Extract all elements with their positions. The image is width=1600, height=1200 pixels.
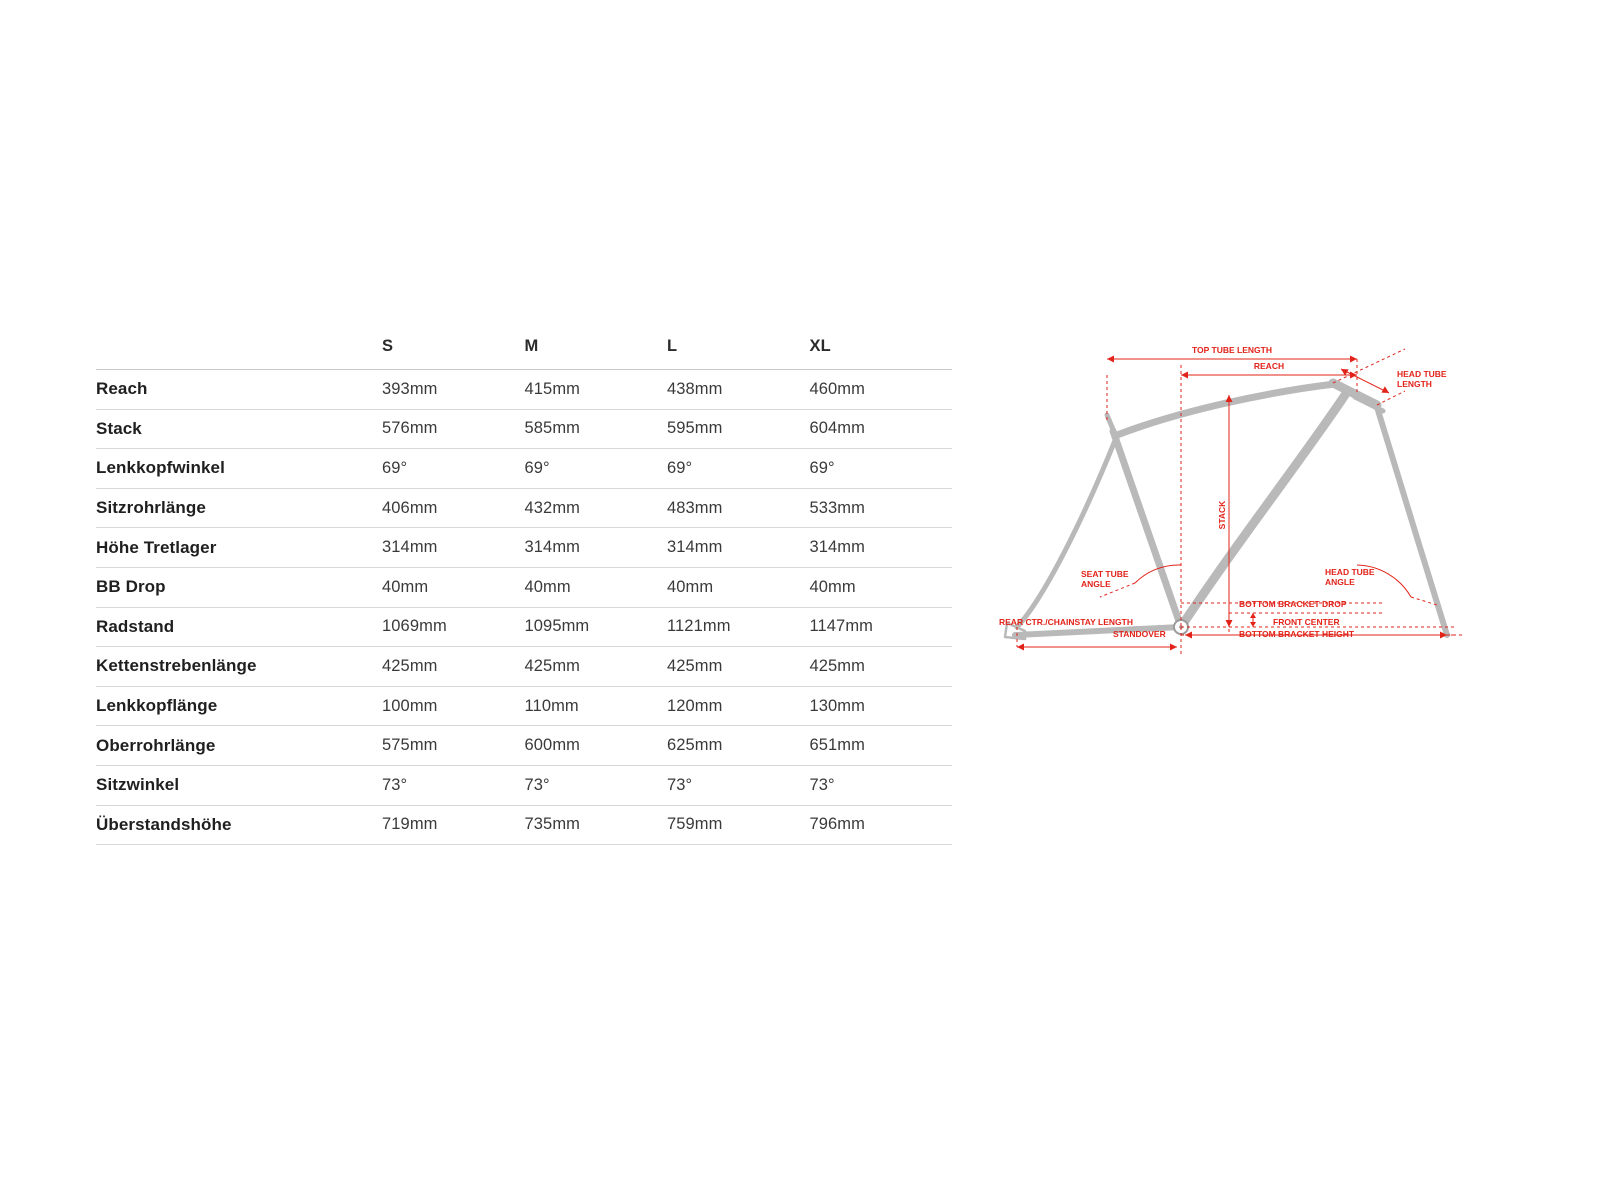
table-row bbox=[96, 805, 952, 845]
row-label: Radstand bbox=[96, 616, 175, 636]
cell-s: 576mm bbox=[382, 419, 438, 438]
column-header-m: M bbox=[524, 337, 539, 355]
cell-xl: 73° bbox=[809, 775, 835, 794]
cell-xl: 314mm bbox=[809, 538, 865, 557]
cell-xl: 533mm bbox=[809, 498, 865, 517]
table-row bbox=[96, 726, 952, 766]
label-rear-center: REAR CTR./CHAINSTAY LENGTH bbox=[999, 617, 1133, 627]
column-header-xl: XL bbox=[809, 337, 831, 355]
cell-m: 110mm bbox=[524, 696, 579, 715]
table-header bbox=[96, 330, 952, 370]
label-head-tube-length-line1: HEAD TUBE bbox=[1397, 369, 1447, 379]
table-row bbox=[96, 528, 952, 568]
cell-xl: 69° bbox=[809, 458, 835, 477]
frame-geometry-diagram bbox=[985, 335, 1485, 675]
table-row bbox=[96, 488, 952, 528]
cell-s: 425mm bbox=[382, 656, 438, 675]
table-row bbox=[96, 409, 952, 449]
frame-geometry-svg bbox=[985, 335, 1485, 675]
measurement-lines bbox=[1017, 349, 1465, 655]
cell-s: 719mm bbox=[382, 815, 438, 834]
cell-m: 600mm bbox=[524, 736, 581, 755]
cell-l: 120mm bbox=[666, 696, 723, 715]
row-label: Höhe Tretlager bbox=[96, 537, 217, 557]
label-seat-tube-angle-line1: SEAT TUBE bbox=[1081, 569, 1129, 579]
label-head-tube-angle-line1: HEAD TUBE bbox=[1325, 567, 1375, 577]
cell-s: 393mm bbox=[382, 379, 438, 398]
cell-s: 100mm bbox=[382, 696, 438, 715]
cell-m: 73° bbox=[524, 775, 550, 794]
cell-l: 483mm bbox=[666, 498, 723, 517]
cell-l: 314mm bbox=[666, 538, 723, 557]
label-head-tube-length-line2: LENGTH bbox=[1397, 379, 1432, 389]
cell-xl: 130mm bbox=[809, 696, 865, 715]
label-front-center: FRONT CENTER bbox=[1273, 617, 1340, 627]
row-label: BB Drop bbox=[96, 577, 166, 597]
cell-xl: 651mm bbox=[809, 736, 865, 755]
column-header-attribute bbox=[96, 330, 382, 370]
cell-l: 438mm bbox=[666, 379, 723, 398]
table-row bbox=[96, 647, 952, 687]
cell-l: 69° bbox=[666, 458, 693, 477]
cell-m: 1095mm bbox=[524, 617, 590, 636]
cell-xl: 40mm bbox=[809, 577, 856, 596]
cell-m: 40mm bbox=[524, 577, 571, 596]
cell-s: 40mm bbox=[382, 577, 429, 596]
table-header-row bbox=[96, 330, 952, 370]
label-bottom-bracket-drop: BOTTOM BRACKET DROP bbox=[1239, 599, 1347, 609]
cell-m: 432mm bbox=[524, 498, 581, 517]
cell-xl: 425mm bbox=[809, 656, 865, 675]
table-row bbox=[96, 607, 952, 647]
cell-xl: 796mm bbox=[809, 815, 865, 834]
cell-l: 425mm bbox=[666, 656, 723, 675]
label-head-tube-angle-line2: ANGLE bbox=[1325, 577, 1355, 587]
cell-m: 585mm bbox=[524, 419, 581, 438]
cell-m: 735mm bbox=[524, 815, 581, 834]
cell-l: 595mm bbox=[666, 419, 723, 438]
measurement-labels bbox=[999, 345, 1447, 639]
label-bottom-bracket-height: BOTTOM BRACKET HEIGHT bbox=[1239, 629, 1355, 639]
table-body bbox=[96, 370, 952, 845]
table-row bbox=[96, 370, 952, 410]
table-row bbox=[96, 686, 952, 726]
cell-l: 1121mm bbox=[666, 617, 731, 636]
label-stack: STACK bbox=[1217, 500, 1227, 530]
geometry-table bbox=[96, 330, 952, 845]
cell-s: 1069mm bbox=[382, 617, 447, 636]
row-label: Kettenstrebenlänge bbox=[96, 656, 257, 676]
cell-m: 415mm bbox=[524, 379, 581, 398]
row-label: Reach bbox=[96, 379, 148, 399]
cell-s: 406mm bbox=[382, 498, 438, 517]
cell-s: 73° bbox=[382, 775, 408, 794]
cell-xl: 604mm bbox=[809, 419, 865, 438]
row-label: Sitzrohrlänge bbox=[96, 498, 206, 518]
cell-m: 69° bbox=[524, 458, 550, 477]
cell-s: 575mm bbox=[382, 736, 438, 755]
cell-l: 625mm bbox=[666, 736, 723, 755]
cell-l: 73° bbox=[666, 775, 693, 794]
table-row bbox=[96, 449, 952, 489]
cell-xl: 1147mm bbox=[809, 617, 874, 636]
table-row bbox=[96, 567, 952, 607]
label-seat-tube-angle-line2: ANGLE bbox=[1081, 579, 1111, 589]
row-label: Lenkkopflänge bbox=[96, 696, 218, 716]
column-header-l: L bbox=[666, 337, 678, 355]
label-reach: REACH bbox=[1253, 361, 1285, 371]
row-label: Überstandshöhe bbox=[96, 814, 232, 834]
row-label: Sitzwinkel bbox=[96, 775, 180, 795]
label-top-tube-length: TOP TUBE LENGTH bbox=[1192, 345, 1272, 355]
cell-l: 759mm bbox=[666, 815, 723, 834]
label-standover: STANDOVER bbox=[1113, 629, 1166, 639]
cell-xl: 460mm bbox=[809, 379, 865, 398]
row-label: Oberrohrlänge bbox=[96, 735, 216, 755]
row-label: Lenkkopfwinkel bbox=[96, 458, 225, 478]
table-row bbox=[96, 765, 952, 805]
cell-m: 425mm bbox=[524, 656, 581, 675]
cell-s: 314mm bbox=[382, 538, 438, 557]
column-header-s: S bbox=[382, 337, 394, 355]
cell-l: 40mm bbox=[666, 577, 714, 596]
cell-m: 314mm bbox=[524, 538, 581, 557]
cell-s: 69° bbox=[382, 458, 408, 477]
geometry-table-container bbox=[96, 330, 952, 845]
row-label: Stack bbox=[96, 418, 142, 438]
